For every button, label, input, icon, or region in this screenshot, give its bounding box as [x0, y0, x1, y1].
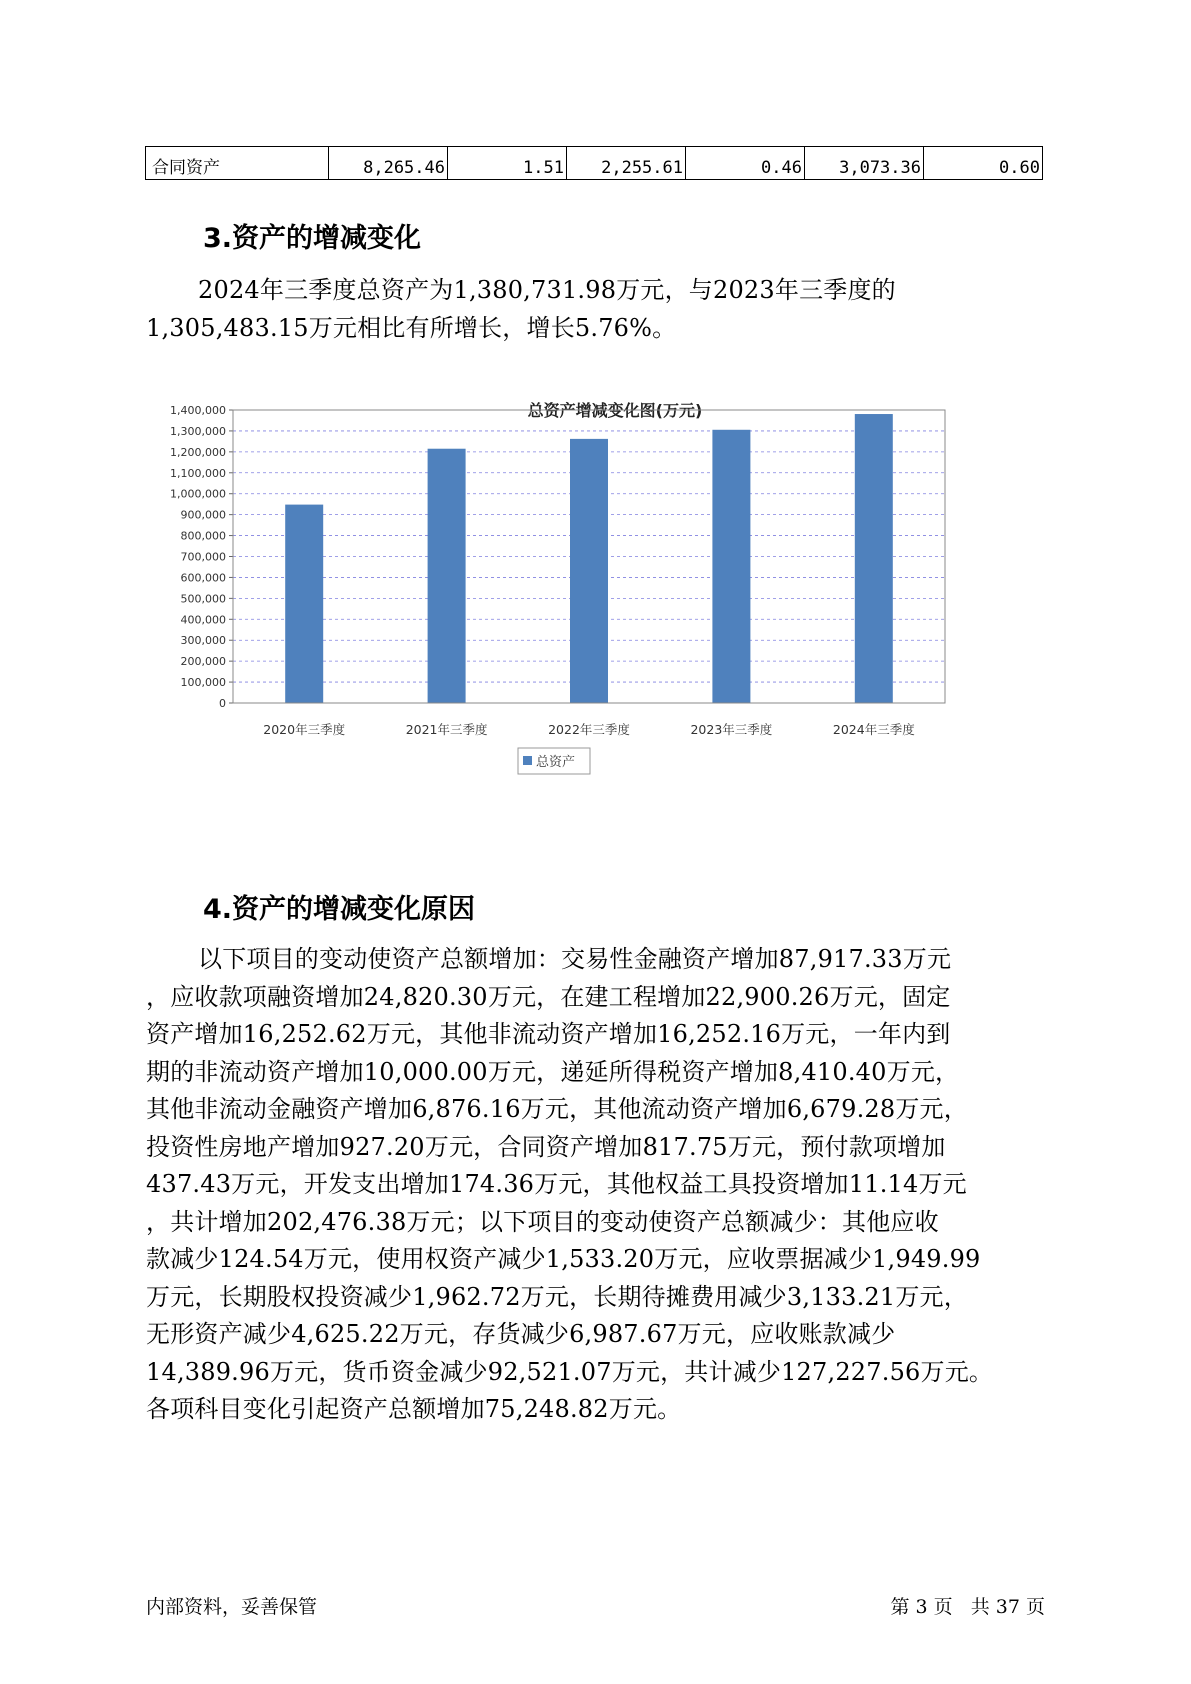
paragraph-line: 以下项目的变动使资产总额增加：交易性金融资产增加87,917.33万元	[198, 945, 952, 973]
section3-paragraph	[146, 272, 1051, 347]
paragraph-line: 2024年三季度总资产为1,380,731.98万元，与2023年三季度的	[198, 276, 896, 304]
chart-y-tick-label: 400,000	[180, 613, 226, 627]
chart-legend-label: 总资产	[536, 755, 576, 770]
section4-paragraph	[146, 941, 1051, 1429]
chart-bar	[570, 439, 608, 703]
chart-y-tick-label: 900,000	[180, 508, 226, 522]
paragraph-line: 其他非流动金融资产增加6,876.16万元，其他流动资产增加6,679.28万元，	[146, 1095, 968, 1123]
chart-x-tick-label: 2024年三季度	[832, 722, 915, 737]
table-row	[146, 147, 1043, 180]
chart-y-tick-label: 1,300,000	[170, 424, 226, 438]
paragraph-line: 1,305,483.15万元相比有所增长，增长5.76%。	[146, 313, 677, 342]
chart-y-tick-label: 600,000	[180, 571, 226, 585]
chart-y-tick-label: 200,000	[180, 655, 226, 669]
total-assets-chart	[150, 390, 1030, 850]
table-cell-value: 1.51	[448, 147, 567, 180]
chart-bar	[285, 505, 323, 703]
chart-legend-swatch	[523, 756, 532, 765]
paragraph-line: 无形资产减少4,625.22万元，存货减少6,987.67万元，应收账款减少	[146, 1320, 896, 1348]
chart-y-tick-label: 700,000	[180, 550, 226, 564]
chart-y-tick-label: 0	[219, 697, 226, 710]
chart-y-tick-label: 300,000	[180, 634, 226, 648]
table-cell-value: 0.60	[924, 147, 1043, 180]
footer-left: 内部资料，妥善保管	[146, 1596, 318, 1618]
chart-y-tick-label: 500,000	[180, 592, 226, 606]
paragraph-line: ，共计增加202,476.38万元；以下项目的变动使资产总额减少：其他应收	[146, 1207, 939, 1236]
table-cell-value: 0.46	[686, 147, 805, 180]
section4-heading: 4.资产的增减变化原因	[203, 894, 476, 925]
table-cell-value: 2,255.61	[567, 147, 686, 180]
chart-y-tick-label: 1,200,000	[170, 445, 226, 459]
paragraph-line: 各项科目变化引起资产总额增加75,248.82万元。	[146, 1395, 682, 1423]
paragraph-line: 437.43万元，开发支出增加174.36万元，其他权益工具投资增加11.14万元	[146, 1170, 967, 1198]
paragraph-line: ，应收款项融资增加24,820.30万元，在建工程增加22,900.26万元，固定	[146, 982, 951, 1011]
chart-x-tick-label: 2020年三季度	[263, 722, 346, 737]
paragraph-line: 款减少124.54万元，使用权资产减少1,533.20万元，应收票据减少1,949.99	[146, 1245, 981, 1273]
chart-y-tick-label: 1,100,000	[170, 466, 226, 480]
chart-bar	[428, 449, 466, 703]
chart-bar	[855, 414, 893, 703]
assets-table	[145, 146, 1043, 180]
chart-y-tick-label: 1,400,000	[170, 404, 226, 417]
chart-y-tick-label: 800,000	[180, 529, 226, 543]
paragraph-line: 万元，长期股权投资减少1,962.72万元，长期待摊费用减少3,133.21万元，	[146, 1282, 968, 1311]
chart-svg	[150, 390, 1030, 850]
chart-bar	[712, 430, 750, 703]
page-number: 第 3 页 共 37 页	[890, 1596, 1045, 1618]
chart-x-tick-labels	[233, 703, 945, 737]
paragraph-line: 投资性房地产增加927.20万元，合同资产增加817.75万元，预付款项增加	[146, 1132, 946, 1161]
paragraph-line: 14,389.96万元，货币资金减少92,521.07万元，共计减少127,227.56万元。	[146, 1357, 994, 1386]
chart-bars	[285, 414, 893, 703]
chart-x-tick-label: 2023年三季度	[690, 722, 773, 737]
paragraph-line: 期的非流动资产增加10,000.00万元，递延所得税资产增加8,410.40万元，	[146, 1057, 960, 1086]
table-cell-value: 3,073.36	[805, 147, 924, 180]
chart-x-tick-label: 2022年三季度	[548, 722, 630, 737]
chart-y-tick-label: 100,000	[180, 676, 226, 690]
chart-title: 总资产增减变化图(万元)	[527, 401, 703, 420]
chart-y-tick-label: 1,000,000	[170, 487, 226, 501]
chart-y-tick-labels	[170, 404, 233, 710]
paragraph-line: 资产增加16,252.62万元，其他非流动资产增加16,252.16万元，一年内到	[146, 1020, 951, 1048]
section3-heading: 3.资产的增减变化	[203, 223, 422, 254]
table-cell-value: 8,265.46	[329, 147, 448, 180]
chart-legend	[518, 748, 590, 774]
chart-x-tick-label: 2021年三季度	[405, 722, 488, 737]
table-cell-item: 合同资产	[146, 147, 329, 180]
